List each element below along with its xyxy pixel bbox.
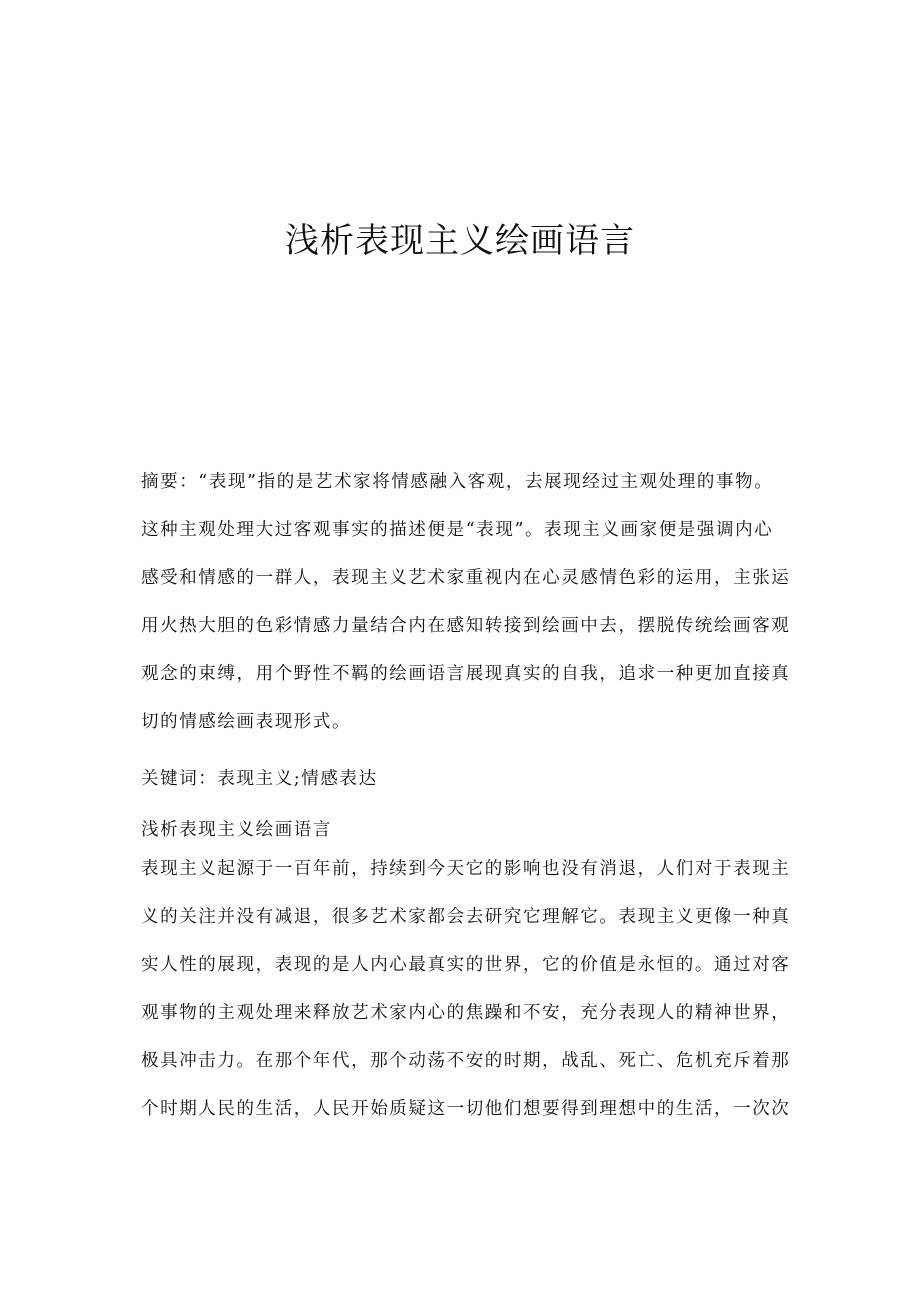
paragraph-line: 极具冲击力。在那个年代，那个动荡不安的时期，战乱、死亡、危机充斥着那: [141, 1051, 791, 1071]
body-paragraph: [141, 845, 791, 1133]
abstract-line: 感受和情感的一群人，表现主义艺术家重视内在心灵感情色彩的运用，主张运: [141, 568, 791, 588]
keywords-text: 关键词：表现主义;情感表达: [141, 769, 378, 789]
paragraph-line: 表现主义起源于一百年前，持续到今天它的影响也没有消退，人们对于表现主: [141, 859, 791, 879]
page-title: 浅析表现主义绘画语言: [285, 221, 635, 261]
abstract-line: 切的情感绘画表现形式。: [141, 712, 352, 732]
abstract-line: 摘要：“表现”指的是艺术家将情感融入客观，去展现经过主观处理的事物。: [141, 472, 774, 492]
paragraph-line: 个时期人民的生活，人民开始质疑这一切他们想要得到理想中的生活，一次次: [141, 1099, 791, 1119]
paragraph-line: 义的关注并没有减退，很多艺术家都会去研究它理解它。表现主义更像一种真: [141, 907, 791, 927]
abstract-line: 这种主观处理大过客观事实的描述便是“表现”。表现主义画家便是强调内心: [141, 520, 774, 540]
abstract-line: 用火热大胆的色彩情感力量结合内在感知转接到绘画中去，摆脱传统绘画客观: [141, 616, 791, 636]
section-heading-text: 浅析表现主义绘画语言: [141, 820, 332, 840]
paragraph-line: 观事物的主观处理来释放艺术家内心的焦躁和不安，充分表现人的精神世界，: [141, 1003, 791, 1023]
abstract-line: 观念的束缚，用个野性不羁的绘画语言展现真实的自我，追求一种更加直接真: [141, 664, 791, 684]
paragraph-line: 实人性的展现，表现的是人内心最真实的世界，它的价值是永恒的。通过对客: [141, 955, 791, 975]
keywords-line: [141, 755, 779, 803]
abstract-section: [141, 458, 791, 746]
